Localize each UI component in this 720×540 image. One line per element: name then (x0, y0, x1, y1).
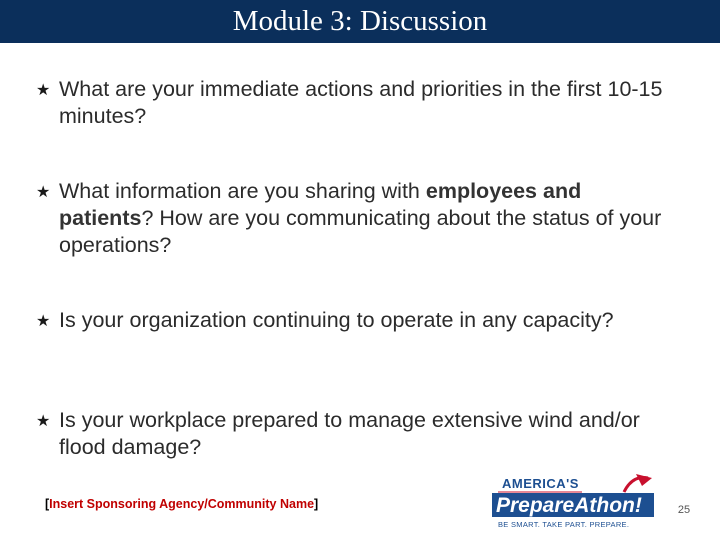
bullet-text-bold: employees and patients (59, 179, 582, 230)
bullet-item (36, 178, 676, 259)
title-bar (0, 0, 720, 43)
bullet-text-part: ? How are you communicating about the status of your operations? (59, 206, 662, 257)
bullet-text-part: Is your organization continuing to operate in any capacity? (59, 308, 614, 332)
bullet-text-part: What are your immediate actions and priorities in the first 10-15 minutes? (59, 77, 663, 128)
star-icon: ★ (36, 182, 51, 201)
bullet-text (36, 307, 676, 334)
slide-title: Module 3: Discussion (232, 5, 488, 37)
logo-line2: PrepareAthon! (496, 494, 642, 517)
star-icon: ★ (36, 411, 51, 430)
page-number: 25 (677, 504, 691, 516)
sponsor-open-bracket: [ (45, 497, 50, 511)
sponsor-placeholder (45, 497, 318, 511)
logo-line1: AMERICA'S (502, 476, 579, 491)
sponsor-text: Insert Sponsoring Agency/Community Name (49, 497, 315, 511)
bullet-item (36, 76, 676, 130)
bullet-text-part: Is your workplace prepared to manage extensive wind and/or flood damage? (59, 408, 640, 459)
bullet-text (36, 407, 676, 461)
bullet-text (36, 76, 676, 130)
bullet-text (36, 178, 676, 259)
sponsor-close-bracket: ] (314, 497, 319, 511)
bullet-item (36, 407, 676, 461)
bullet-text-part: What information are you sharing with (59, 179, 426, 203)
logo-tagline: BE SMART. TAKE PART. PREPARE. (498, 520, 630, 529)
bullet-item (36, 307, 676, 334)
prepareathon-logo (486, 470, 658, 532)
star-icon: ★ (36, 80, 51, 99)
star-icon: ★ (36, 311, 51, 330)
